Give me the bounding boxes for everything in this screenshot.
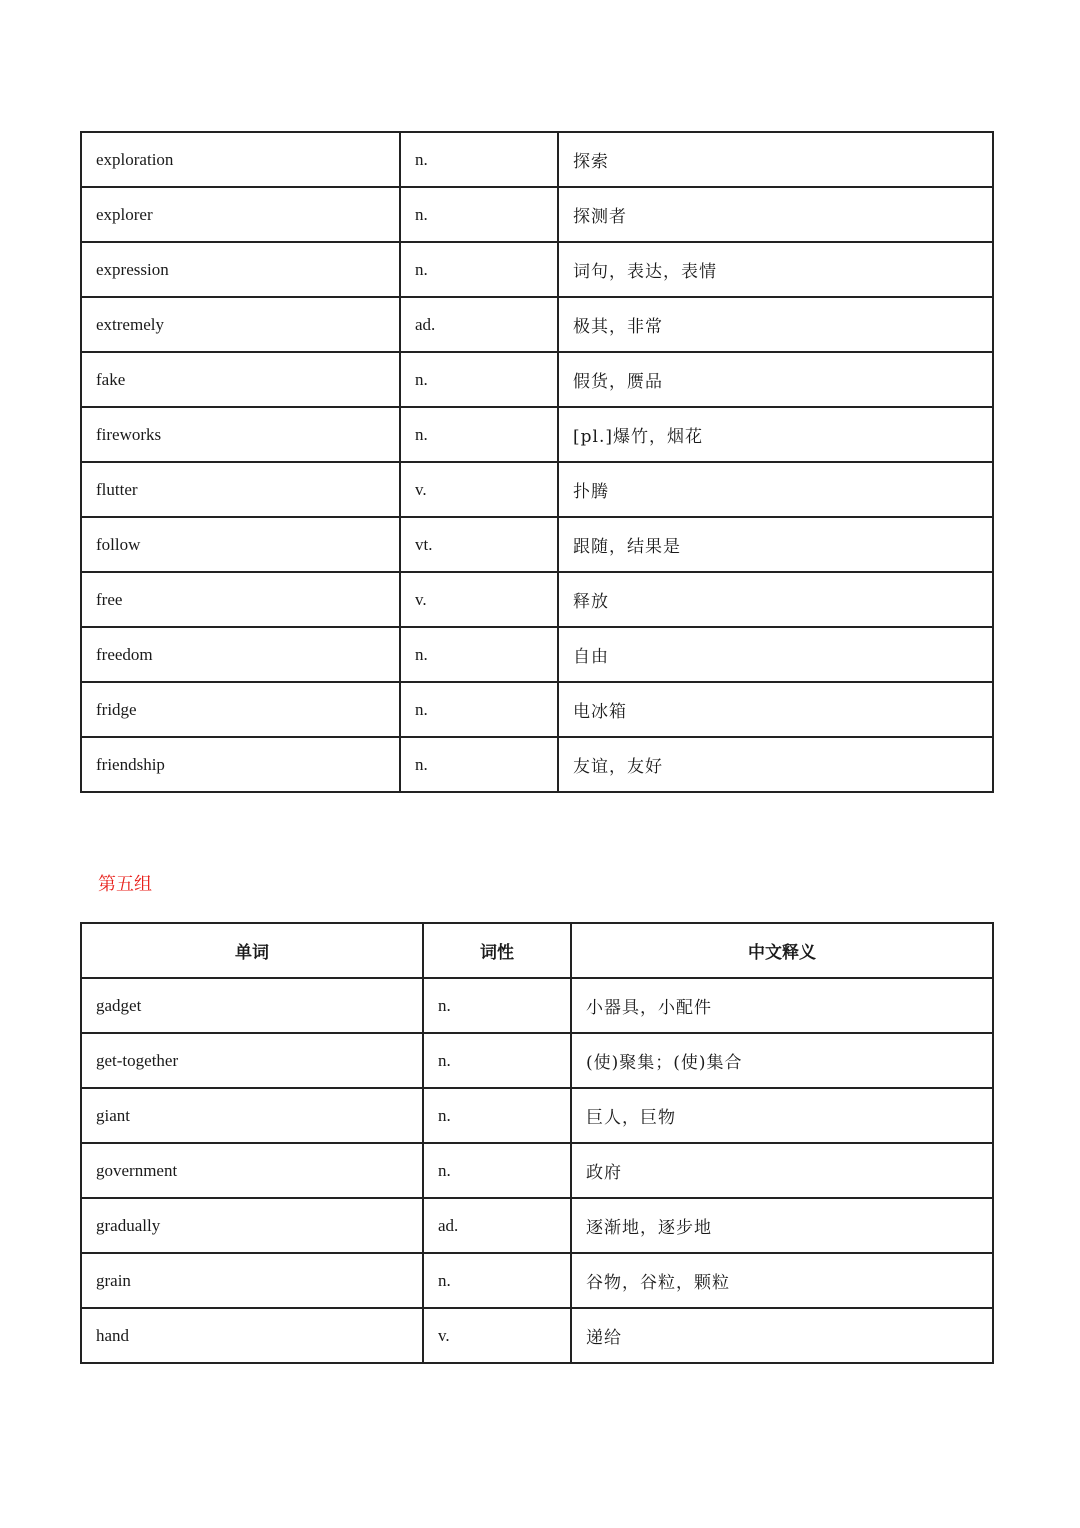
meaning-cell: 假货，赝品 — [558, 352, 993, 407]
header-part-of-speech: 词性 — [423, 923, 571, 978]
meaning-cell: 探测者 — [558, 187, 993, 242]
part-of-speech-cell: n. — [423, 1143, 571, 1198]
part-of-speech-cell: n. — [400, 352, 558, 407]
table-row — [81, 352, 993, 407]
table-row — [81, 187, 993, 242]
meaning-cell: 政府 — [571, 1143, 993, 1198]
table-row — [81, 1308, 993, 1363]
word-cell: giant — [81, 1088, 423, 1143]
meaning-cell: 极其，非常 — [558, 297, 993, 352]
table-row — [81, 1143, 993, 1198]
part-of-speech-cell: vt. — [400, 517, 558, 572]
word-cell: flutter — [81, 462, 400, 517]
meaning-cell: 巨人，巨物 — [571, 1088, 993, 1143]
word-cell: gadget — [81, 978, 423, 1033]
table-row — [81, 1198, 993, 1253]
word-cell: explorer — [81, 187, 400, 242]
meaning-cell: 自由 — [558, 627, 993, 682]
meaning-cell: 谷物，谷粒，颗粒 — [571, 1253, 993, 1308]
vocabulary-table-body — [81, 132, 993, 792]
meaning-cell: 探索 — [558, 132, 993, 187]
word-cell: get-together — [81, 1033, 423, 1088]
word-cell: grain — [81, 1253, 423, 1308]
word-cell: government — [81, 1143, 423, 1198]
part-of-speech-cell: n. — [400, 132, 558, 187]
meaning-cell: 扑腾 — [558, 462, 993, 517]
meaning-cell: 递给 — [571, 1308, 993, 1363]
vocabulary-table-group-5 — [80, 922, 994, 1364]
table-row — [81, 462, 993, 517]
part-of-speech-cell: n. — [423, 978, 571, 1033]
header-meaning: 中文释义 — [571, 923, 993, 978]
table-row — [81, 737, 993, 792]
part-of-speech-cell: n. — [400, 407, 558, 462]
table-row — [81, 297, 993, 352]
vocabulary-table-body — [81, 978, 993, 1363]
part-of-speech-cell: v. — [423, 1308, 571, 1363]
table-row — [81, 1033, 993, 1088]
word-cell: friendship — [81, 737, 400, 792]
table-row — [81, 572, 993, 627]
table-row — [81, 242, 993, 297]
part-of-speech-cell: n. — [400, 737, 558, 792]
word-cell: expression — [81, 242, 400, 297]
word-cell: fireworks — [81, 407, 400, 462]
part-of-speech-cell: n. — [400, 682, 558, 737]
part-of-speech-cell: n. — [400, 627, 558, 682]
meaning-cell: 跟随，结果是 — [558, 517, 993, 572]
part-of-speech-cell: ad. — [423, 1198, 571, 1253]
word-cell: gradually — [81, 1198, 423, 1253]
meaning-cell: 释放 — [558, 572, 993, 627]
word-cell: free — [81, 572, 400, 627]
table-row — [81, 132, 993, 187]
vocabulary-table-continued — [80, 131, 994, 793]
table-row — [81, 627, 993, 682]
word-cell: exploration — [81, 132, 400, 187]
part-of-speech-cell: n. — [423, 1033, 571, 1088]
meaning-cell: 词句，表达，表情 — [558, 242, 993, 297]
table-header-row — [81, 923, 993, 978]
table-row — [81, 978, 993, 1033]
word-cell: fake — [81, 352, 400, 407]
meaning-cell: [pl.]爆竹，烟花 — [558, 407, 993, 462]
part-of-speech-cell: n. — [423, 1088, 571, 1143]
meaning-cell: (使)聚集；(使)集合 — [571, 1033, 993, 1088]
meaning-cell: 小器具，小配件 — [571, 978, 993, 1033]
part-of-speech-cell: v. — [400, 572, 558, 627]
meaning-cell: 友谊，友好 — [558, 737, 993, 792]
table-row — [81, 1088, 993, 1143]
table-row — [81, 682, 993, 737]
meaning-cell: 逐渐地，逐步地 — [571, 1198, 993, 1253]
part-of-speech-cell: n. — [400, 242, 558, 297]
word-cell: extremely — [81, 297, 400, 352]
table-row — [81, 1253, 993, 1308]
section-title: 第五组 — [98, 874, 152, 895]
header-word: 单词 — [81, 923, 423, 978]
word-cell: hand — [81, 1308, 423, 1363]
part-of-speech-cell: n. — [423, 1253, 571, 1308]
part-of-speech-cell: v. — [400, 462, 558, 517]
word-cell: follow — [81, 517, 400, 572]
table-row — [81, 407, 993, 462]
table-row — [81, 517, 993, 572]
part-of-speech-cell: n. — [400, 187, 558, 242]
word-cell: freedom — [81, 627, 400, 682]
part-of-speech-cell: ad. — [400, 297, 558, 352]
word-cell: fridge — [81, 682, 400, 737]
meaning-cell: 电冰箱 — [558, 682, 993, 737]
